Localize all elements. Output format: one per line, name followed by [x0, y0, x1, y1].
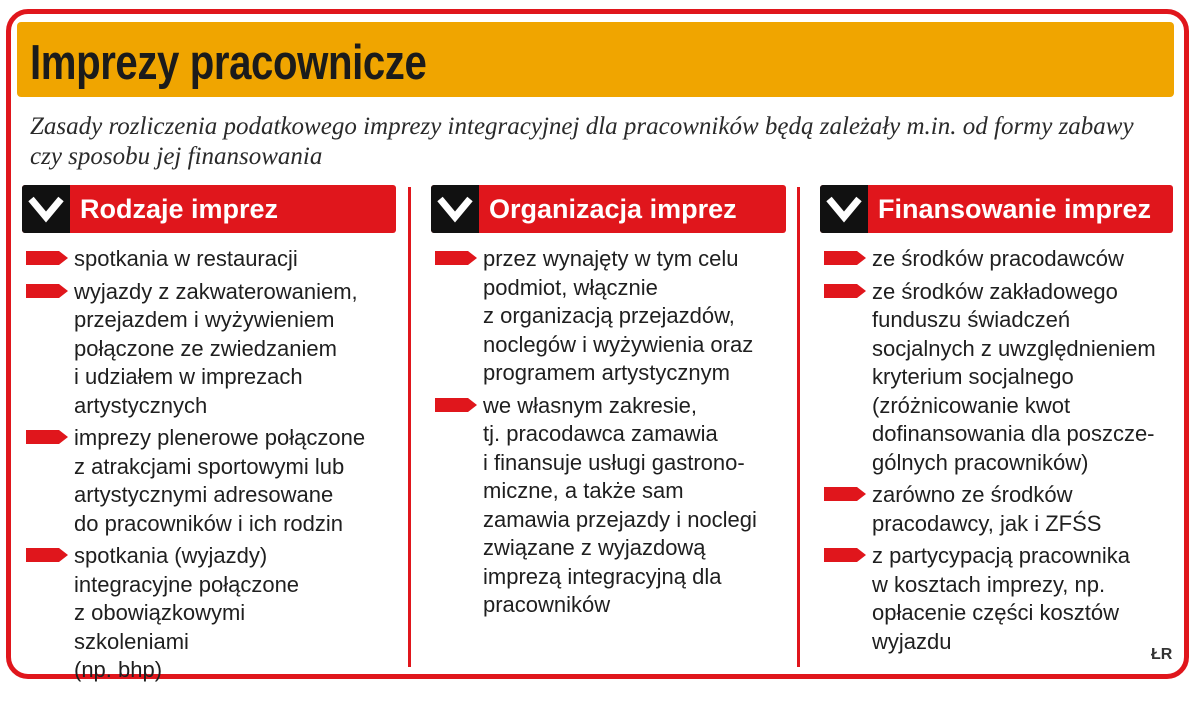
column-divider	[408, 187, 411, 667]
list-item: ze środków zakładowego funduszu świadczeń socjalnych z uwzględnieniem kryterium socjalnego (zróżnicowanie kwot dofinansowania dla poszcze- gólnych pracowników)	[824, 278, 1164, 478]
list-item: z partycypacją pracownika w kosztach imprezy, np. opłacenie części kosztów wyjazdu	[824, 542, 1164, 656]
column-divider	[797, 187, 800, 667]
list-item: wyjazdy z zakwaterowaniem, przejazdem i wyżywieniem połączone ze zwiedzaniem i udziałem w imprezach artystycznych	[26, 278, 366, 421]
column-header-organizacja	[431, 185, 786, 233]
arrow-bullet-icon	[824, 282, 866, 300]
arrow-bullet-icon	[824, 546, 866, 564]
arrow-bullet-icon	[824, 485, 866, 503]
column-title: Finansowanie imprez	[878, 194, 1152, 224]
subtitle: Zasady rozliczenia podatkowego imprezy integracyjnej dla pracowników będą zależały m.in. od formy zabawy czy sposobu jej finansowania	[30, 113, 1134, 170]
list-item: spotkania (wyjazdy) integracyjne połączone z obowiązkowymi szkoleniami (np. bhp)	[26, 542, 366, 685]
column-title: Rodzaje imprez	[80, 194, 279, 224]
column-header-rodzaje	[22, 185, 396, 233]
chevron-down-icon	[22, 185, 70, 233]
chevron-down-icon	[820, 185, 868, 233]
arrow-bullet-icon	[435, 249, 477, 267]
arrow-bullet-icon	[26, 546, 68, 564]
list-item: ze środków pracodawców	[824, 245, 1164, 274]
chevron-down-icon	[431, 185, 479, 233]
arrow-bullet-icon	[824, 249, 866, 267]
list-item: spotkania w restauracji	[26, 245, 366, 274]
list-item: przez wynajęty w tym celu podmiot, włącznie z organizacją przejazdów, noclegów i wyżywienia oraz programem artystycznym	[435, 245, 775, 388]
column-title: Organizacja imprez	[489, 194, 737, 224]
arrow-bullet-icon	[26, 282, 68, 300]
arrow-bullet-icon	[26, 428, 68, 446]
author-credit: ŁR	[1151, 646, 1173, 663]
arrow-bullet-icon	[435, 396, 477, 414]
column-list-rodzaje	[26, 245, 366, 689]
column-list-organizacja	[435, 245, 775, 624]
list-item: imprezy plenerowe połączone z atrakcjami sportowymi lub artystycznymi adresowane do pracowników i ich rodzin	[26, 424, 366, 538]
column-header-finansowanie	[820, 185, 1173, 233]
column-list-finansowanie	[824, 245, 1164, 660]
list-item: we własnym zakresie, tj. pracodawca zamawia i finansuje usługi gastrono- miczne, a także sam zamawia przejazdy i noclegi związane z wyjazdową imprezą integracyjną dla pracowników	[435, 392, 775, 620]
page-title: Imprezy pracownicze	[30, 36, 427, 90]
arrow-bullet-icon	[26, 249, 68, 267]
list-item: zarówno ze środków pracodawcy, jak i ZFŚS	[824, 481, 1164, 538]
